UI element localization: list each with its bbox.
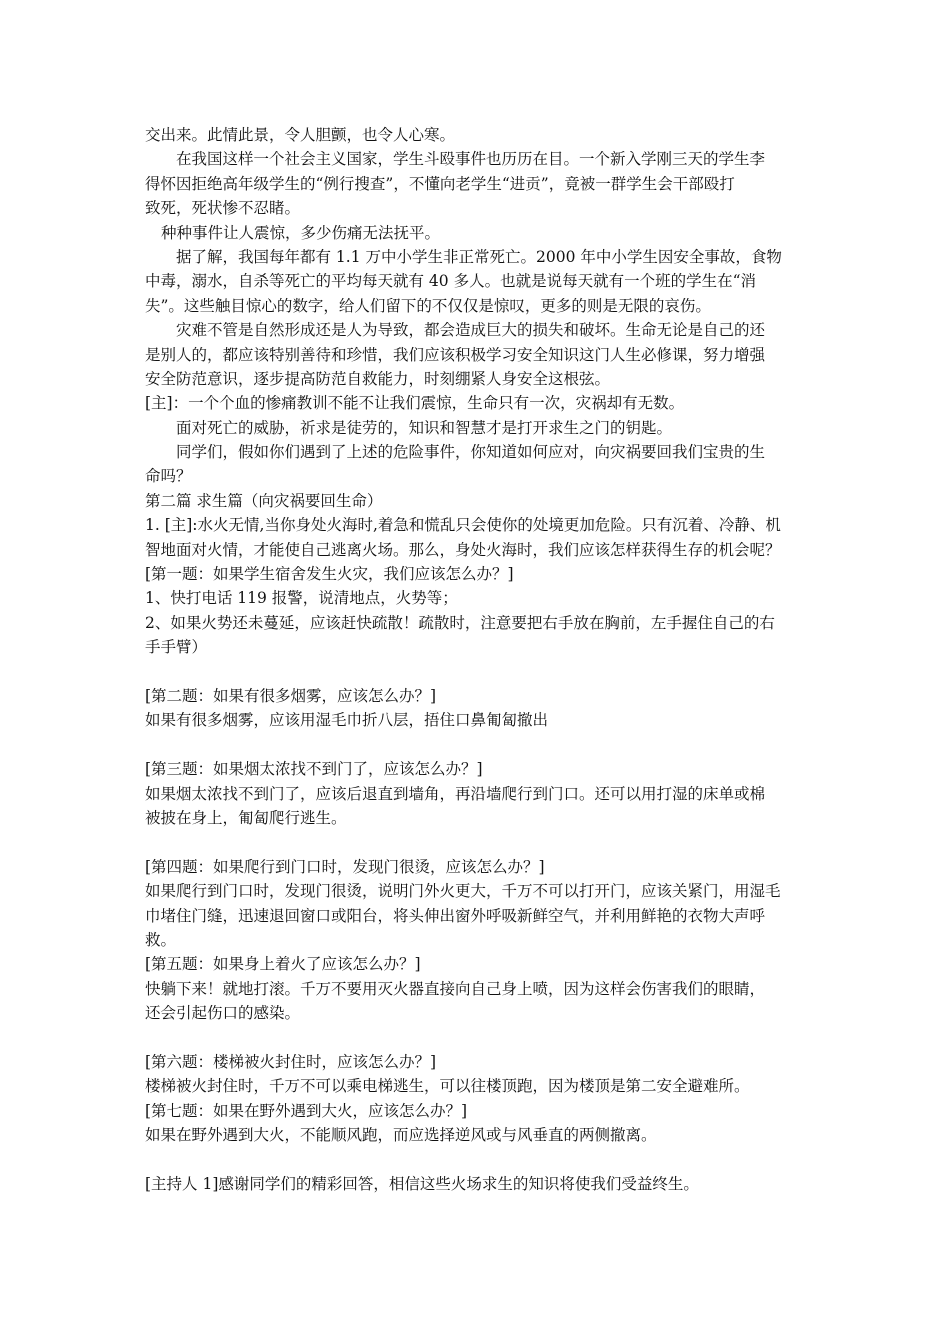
text-line: 在我国这样一个社会主义国家，学生斗殴事件也历历在目。一个新入学刚三天的学生李 bbox=[176, 150, 766, 169]
blank-line bbox=[145, 733, 813, 757]
text-line: [第五题：如果身上着火了应该怎么办？] bbox=[145, 955, 421, 974]
text-line: [第四题：如果爬行到门口时，发现门很烫，应该怎么办？] bbox=[145, 857, 545, 876]
text-line: 2、如果火势还未蔓延，应该赶快疏散！疏散时，注意要把右手放在胸前，左手握住自己的右 bbox=[145, 613, 775, 632]
text-line: 被披在身上，匍匐爬行逃生。 bbox=[145, 808, 347, 827]
text-line: 种种事件让人震惊，多少伤痛无法抚平。 bbox=[161, 223, 441, 242]
text-line: 据了解，我国每年都有 1.1 万中小学生非正常死亡。2000 年中小学生因安全事故，食物 bbox=[176, 247, 782, 266]
text-line: [第一题：如果学生宿舍发生火灾，我们应该怎么办？] bbox=[145, 565, 514, 584]
text-line: 1、快打电话 119 报警，说清地点，火势等； bbox=[145, 589, 458, 608]
text-line: 楼梯被火封住时，千万不可以乘电梯逃生，可以往楼顶跑，因为楼顶是第二安全避难所。 bbox=[145, 1077, 750, 1096]
document-body bbox=[145, 123, 813, 1196]
text-line: 灾难不管是自然形成还是人为导致，都会造成巨大的损失和破坏。生命无论是自己的还 bbox=[176, 321, 766, 340]
text-line: 得怀因拒绝高年级学生的“例行搜查”，不懂向老学生“进贡”，竟被一群学生会干部殴打 bbox=[145, 174, 735, 193]
text-line: 失”。这些触目惊心的数字，给人们留下的不仅仅是惊叹，更多的则是无限的哀伤。 bbox=[145, 296, 711, 315]
text-line: 手手臂） bbox=[145, 638, 208, 657]
text-line: 交出来。此情此景，令人胆颤，也令人心寒。 bbox=[145, 126, 456, 144]
text-line: 巾堵住门缝，迅速退回窗口或阳台，将头伸出窗外呼吸新鲜空气，并利用鲜艳的衣物大声呼 bbox=[145, 906, 766, 925]
text-line: [第六题：楼梯被火封住时，应该怎么办？] bbox=[145, 1052, 437, 1071]
text-line: 是别人的，都应该特别善待和珍惜，我们应该积极学习安全知识这门人生必修课，努力增强 bbox=[145, 345, 766, 364]
text-line: 中毒，溺水，自杀等死亡的平均每天就有 40 多人。也就是说每天就有一个班的学生在“消 bbox=[145, 272, 757, 291]
text-line: 如果在野外遇到大火，不能顺风跑，而应选择逆风或与风垂直的两侧撤离。 bbox=[145, 1126, 657, 1145]
text-line: 如果有很多烟雾，应该用湿毛巾折八层，捂住口鼻匍匐撤出 bbox=[145, 711, 549, 730]
text-line: 致死，死状惨不忍睹。 bbox=[145, 199, 301, 218]
text-line: 还会引起伤口的感染。 bbox=[145, 1004, 301, 1023]
blank-line bbox=[145, 1147, 813, 1171]
text-line: 救。 bbox=[145, 930, 177, 949]
text-line: 安全防范意识，逐步提高防范自救能力，时刻绷紧人身安全这根弦。 bbox=[145, 369, 611, 388]
text-line: 1. [主]:水火无情,当你身处火海时,着急和慌乱只会使你的处境更加危险。只有沉着、冷静、机 bbox=[145, 516, 781, 535]
blank-line bbox=[145, 830, 813, 854]
text-line: 智地面对火情，才能使自己逃离火场。那么，身处火海时，我们应该怎样获得生存的机会呢？ bbox=[145, 540, 781, 559]
text-line: 面对死亡的威胁，祈求是徒劳的，知识和智慧才是打开求生之门的钥匙。 bbox=[176, 418, 673, 437]
text-line: 同学们，假如你们遇到了上述的危险事件，你知道如何应对，向灾祸要回我们宝贵的生 bbox=[176, 443, 766, 462]
text-line: 第二篇 求生篇（向灾祸要回生命） bbox=[145, 491, 383, 510]
text-line: [第七题：如果在野外遇到大火，应该怎么办？] bbox=[145, 1101, 468, 1120]
text-line: [主]：一个个血的惨痛教训不能不让我们震惊，生命只有一次，灾祸却有无数。 bbox=[145, 394, 685, 413]
text-line: 如果烟太浓找不到门了，应该后退直到墙角，再沿墙爬行到门口。还可以用打湿的床单或棉 bbox=[145, 784, 766, 803]
blank-line bbox=[145, 660, 813, 684]
text-line: [第三题：如果烟太浓找不到门了，应该怎么办？] bbox=[145, 760, 483, 779]
blank-line bbox=[145, 1025, 813, 1049]
text-line: 如果爬行到门口时，发现门很烫，说明门外火更大，千万不可以打开门，应该关紧门，用湿毛 bbox=[145, 882, 781, 901]
text-line: [第二题：如果有很多烟雾，应该怎么办？] bbox=[145, 686, 437, 705]
text-line: [主持人 1]感谢同学们的精彩回答，相信这些火场求生的知识将使我们受益终生。 bbox=[145, 1174, 699, 1193]
text-line: 快躺下来！就地打滚。千万不要用灭火器直接向自己身上喷，因为这样会伤害我们的眼睛， bbox=[145, 979, 766, 998]
text-line: 命吗？ bbox=[145, 467, 192, 486]
